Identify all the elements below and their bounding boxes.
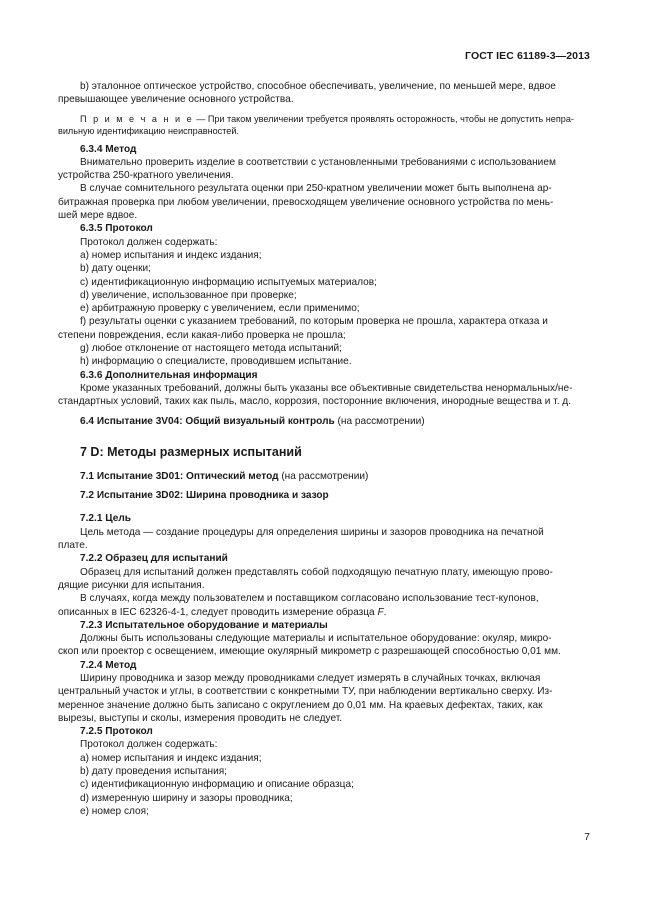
paragraph-continuation: скоп или проектор с освещением, имеющие окулярный микрометр с разрешающей способностью 0,01 мм. <box>58 646 561 658</box>
section-title-6-3-6: 6.3.6 Дополнительная информация <box>80 369 258 381</box>
paragraph: В случае сомнительного результата оценки при 250-кратном увеличении может быть выполнена ар- <box>80 183 552 195</box>
section-title-7-2-1: 7.2.1 Цель <box>80 513 131 525</box>
section-title-7-2-2: 7.2.2 Образец для испытаний <box>80 553 228 565</box>
paragraph: Протокол должен содержать: <box>80 236 218 248</box>
page-number: 7 <box>584 831 590 843</box>
paragraph: Цель метода — создание процедуры для определения ширины и зазоров проводника на печатной <box>80 526 544 538</box>
section-title-7-2-4: 7.2.4 Метод <box>80 659 137 671</box>
paragraph-continuation: шей мере вдвое. <box>58 210 138 222</box>
list-item: с) идентификационную информацию и описание образца; <box>80 779 354 791</box>
note-continuation: вильную идентификацию неисправностей. <box>58 125 239 136</box>
section-title-7-1: 7.1 Испытание 3D01: Оптический метод (на рассмотрении) <box>80 470 369 482</box>
paragraph-continuation: вырезы, выступы и сколы, измерения проводить не следует. <box>58 712 343 724</box>
paragraph-continuation: дящие рисунки для испытания. <box>58 579 205 591</box>
list-item: d) измеренную ширину и зазоры проводника; <box>80 792 293 804</box>
paragraph: Кроме указанных требований, должны быть указаны все объективные свидетельства ненормальных/не- <box>80 382 573 394</box>
paragraph-continuation: центральный участок и углы, в соответствии с конкретными ТУ, при наблюдении вертикально сверху. Из- <box>58 686 553 698</box>
paragraph: Образец для испытаний должен представлять собой подходящую печатную плату, имеющую прово- <box>80 566 553 578</box>
document-body <box>58 80 590 818</box>
list-item: а) номер испытания и индекс издания; <box>80 752 262 764</box>
paragraph-continuation: превышающее увеличение основного устройства. <box>58 94 294 106</box>
paragraph: Внимательно проверить изделие в соответствии с установленными требованиями с использованием <box>80 156 556 168</box>
list-item: е) номер слоя; <box>80 805 149 817</box>
list-item: а) номер испытания и индекс издания; <box>80 249 262 261</box>
note: П р и м е ч а н и е — При таком увеличении требуется проявлять осторожность, чтобы не допустить непра- <box>80 113 574 124</box>
list-item: b) дату оценки; <box>80 263 151 275</box>
paragraph: Должны быть использованы следующие материалы и испытательное оборудование: окуляр, микро- <box>80 633 552 645</box>
list-item: d) увеличение, использованное при проверке; <box>80 289 297 301</box>
list-item: f) результаты оценки с указанием требований, по которым проверка не прошла, характера отказа и <box>80 316 548 328</box>
paragraph-continuation: битражная проверка при любом увеличении, превосходящем увеличение основного устройства по мень- <box>58 196 554 208</box>
chapter-title-7: 7 D: Методы размерных испытаний <box>80 444 302 459</box>
paragraph-continuation: степени повреждения, если какая-либо проверка не прошла; <box>58 329 346 341</box>
list-item: b) эталонное оптическое устройство, способное обеспечивать, увеличение, по меньшей мере, вдвое <box>80 81 556 92</box>
list-item: h) информацию о специалисте, проводившем испытание. <box>80 356 352 368</box>
paragraph-continuation: устройства 250-кратного увеличения. <box>58 170 234 182</box>
section-title-7-2: 7.2 Испытание 3D02: Ширина проводника и зазор <box>80 490 329 502</box>
note-label: П р и м е ч а н и е <box>80 113 194 124</box>
paragraph: Ширину проводника и зазор между проводниками следует измерять в случайных точках, включая <box>80 672 541 684</box>
section-title-6-4: 6.4 Испытание 3V04: Общий визуальный контроль (на рассмотрении) <box>80 415 425 427</box>
paragraph-continuation: плате. <box>58 540 88 552</box>
section-title-6-3-4: 6.3.4 Метод <box>80 143 137 155</box>
section-title-6-3-5: 6.3.5 Протокол <box>80 223 153 235</box>
paragraph-continuation: стандартных условий, таких как пыль, масло, коррозия, посторонние включения, инородные вещества и т. д. <box>58 396 571 408</box>
section-title-7-2-3: 7.2.3 Испытательное оборудование и материалы <box>80 619 328 631</box>
list-item: с) идентификационную информацию испытуемых материалов; <box>80 276 377 288</box>
paragraph: Протокол должен содержать: <box>80 739 218 751</box>
paragraph-continuation: меренное значение должно быть записано с округлением до 0,01 мм. На краевых дефектах, таких, как <box>58 699 543 711</box>
paragraph: В случаях, когда между пользователем и поставщиком согласовано использование тест-купонов, <box>80 593 539 605</box>
list-item: b) дату проведения испытания; <box>80 766 227 778</box>
document-header-code: ГОСТ IEC 61189-3—2013 <box>465 50 590 62</box>
section-title-7-2-5: 7.2.5 Протокол <box>80 726 153 738</box>
list-item: е) арбитражную проверку с увеличением, если применимо; <box>80 303 360 315</box>
paragraph-continuation: описанных в IEC 62326-4-1, следует проводить измерение образца F. <box>58 606 387 618</box>
list-item: g) любое отклонение от настоящего метода испытаний; <box>80 343 342 355</box>
